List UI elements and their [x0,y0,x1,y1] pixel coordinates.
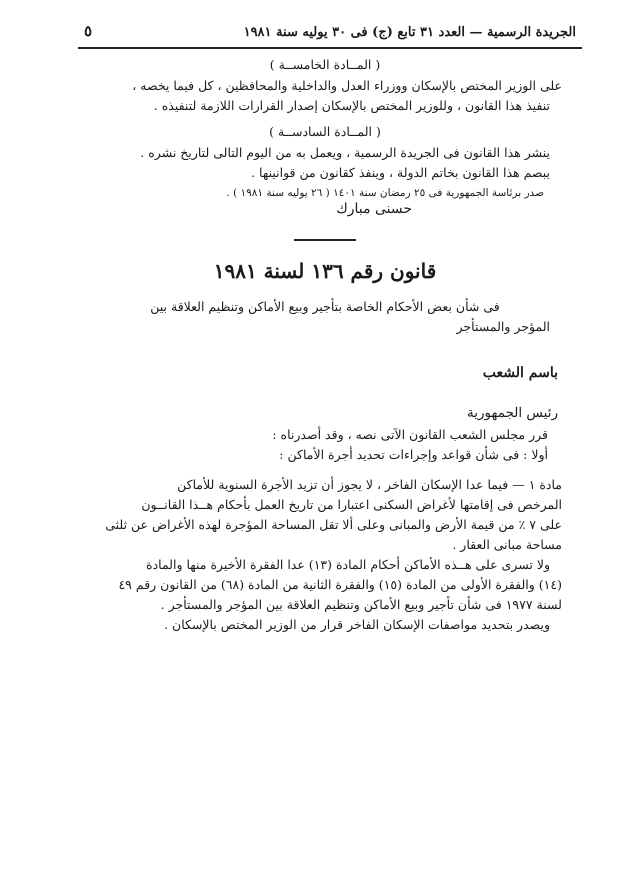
article-one-p3: ويصدر بتحديد مواصفات الإسكان الفاخر قرار من الوزير المختص بالإسكان . [164,617,550,632]
president-heading: رئيس الجمهورية [467,405,558,421]
article-five-line-2: تنفيذ هذا القانون ، وللوزير المختص بالإسكان إصدار القرارات اللازمة لتنفيذه . [153,98,550,113]
article-one-p2-line-3: لسنة ١٩٧٧ فى شأن تأجير وبيع الأماكن وتنظيم العلاقة بين المؤجر والمستأجر . [160,597,562,612]
running-head [78,18,582,49]
law-title: قانون رقم ١٣٦ لسنة ١٩٨١ [213,259,437,283]
issuance-date: صدر برئاسة الجمهورية فى ٢٥ رمضان سنة ١٤٠١ ( ٢٦ يوليه سنة ١٩٨١ ) . [226,187,544,199]
decree-line: قرر مجلس الشعب القانون الآتى نصه ، وقد أصدرناه : [272,427,548,442]
article-five-heading: ( المــادة الخامســة ) [269,57,381,72]
article-one-p2-line-2: (١٤) والفقرة الأولى من المادة (١٥) والفقرة الثانية من المادة (٦٨) من القانون رقم ٤٩ [118,577,562,592]
law-subject-line-2: المؤجر والمستأجر [456,319,550,334]
article-six-line-2: يبصم هذا القانون بخاتم الدولة ، وينفذ كقانون من قوانينها . [251,165,550,180]
signature: حسنى مبارك [336,201,412,217]
article-six-heading: ( المــادة السادســة ) [269,124,381,139]
section-divider [294,239,356,241]
article-one [88,475,562,635]
article-six-line-1: ينشر هذا القانون فى الجريدة الرسمية ، ويعمل به من اليوم التالى لتاريخ نشره . [140,145,550,160]
running-head-title: الجريدة الرسمية — العدد ٣١ تابع (ج) فى ٣٠ يوليه سنة ١٩٨١ [243,25,576,40]
article-one-line-4: مساحة مبانى العقار . [452,537,562,552]
article-five-line-1: على الوزير المختص بالإسكان ووزراء العدل والداخلية والمحافظين ، كل فيما يخصه ، [132,78,562,93]
article-one-line-3: على ٧ ٪ من قيمة الأرض والمبانى وعلى ألا تقل المساحة المؤجرة لهذه الأغراض عن ثلثى [105,517,562,532]
law-subject-line-1: فى شأن بعض الأحكام الخاصة بتأجير وبيع الأماكن وتنظيم العلاقة بين [150,299,500,314]
in-the-name-of-the-people: باسم الشعب [482,365,558,381]
article-one-line-2: المرخص فى إقامتها لأغراض السكنى اعتبارا من تاريخ العمل بأحكام هــذا القانــون [141,497,562,512]
article-one-line-1: مادة ١ — فيما عدا الإسكان الفاخر ، لا يجوز أن تزيد الأجرة السنوية للأماكن [177,477,562,492]
spacer [88,465,562,471]
page-number: ٥ [84,22,93,40]
section-one-heading: أولا : فى شأن قواعد وإجراءات تحديد أجرة الأماكن : [279,447,548,462]
law-subject [88,297,562,337]
article-one-p2-line-1: ولا تسرى على هــذه الأماكن أحكام المادة (١٣) عدا الفقرة الأخيرة منها والمادة [146,557,550,572]
